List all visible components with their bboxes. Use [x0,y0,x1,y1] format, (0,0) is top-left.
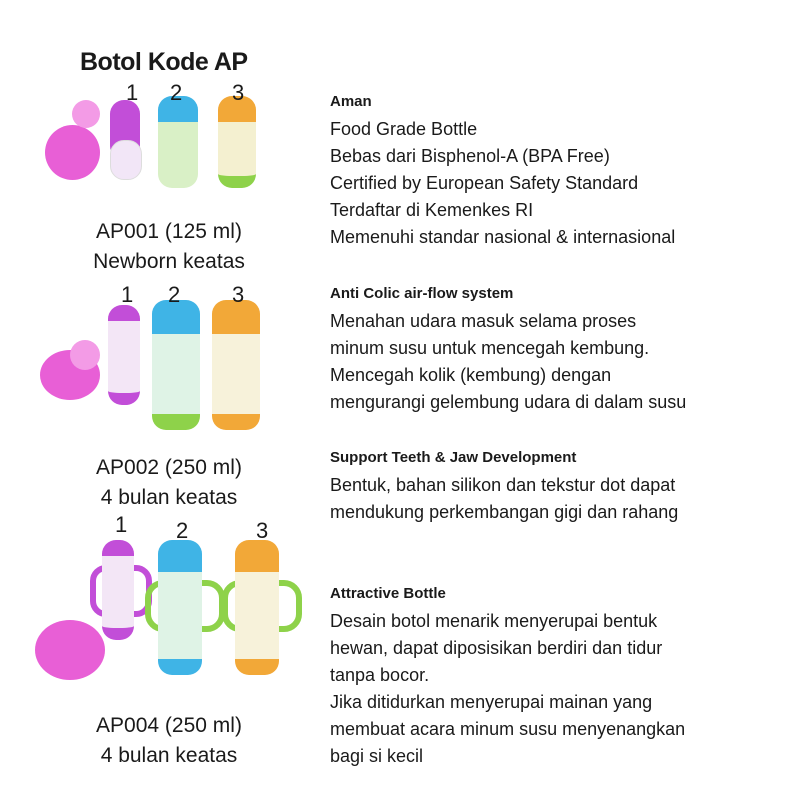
bottle-blue-icon [152,300,200,430]
feature-line: Jika ditidurkan menyerupai mainan yang [330,692,653,712]
bottle-number: 3 [232,80,245,105]
bottle-number: 1 [126,80,139,105]
feature-heading: Aman [330,93,372,110]
feature-line: Bebas dari Bisphenol-A (BPA Free) [330,146,610,166]
product-code: AP002 (250 ml) [96,456,242,479]
feature-text [330,608,685,770]
bottle-number: 3 [256,518,269,543]
bottle-pink-icon [108,305,140,405]
feature-line: mengurangi gelembung udara di dalam susu [330,392,687,412]
pink-cap-icon [70,340,100,370]
feature-text [330,472,678,526]
feature-line: Food Grade Bottle [330,119,478,139]
feature-text [330,116,675,251]
bottle-number: 2 [176,518,189,543]
bottle-pink-icon [102,540,134,640]
pink-cap-icon [45,125,100,180]
feature-line: hewan, dapat diposisikan berdiri dan tidur [330,638,663,658]
pink-cap-icon [72,100,100,128]
feature-line: Mencegah kolik (kembung) dengan [330,365,612,385]
bottle-blue-icon [158,96,198,188]
feature-line: membuat acara minum susu menyenangkan [330,719,686,739]
feature-line: Menahan udara masuk selama proses [330,311,637,331]
feature-line: Bentuk, bahan silikon dan tekstur dot dapat [330,475,676,495]
product-age: 4 bulan keatas [100,486,238,509]
product-age: 4 bulan keatas [100,744,238,767]
bottle-orange-icon [212,300,260,430]
feature-line: minum susu untuk mencegah kembung. [330,338,650,358]
bottle-body [110,140,142,180]
bottle-number: 3 [232,282,245,307]
product-code: AP004 (250 ml) [96,714,242,737]
feature-line: mendukung perkembangan gigi dan rahang [330,502,679,522]
feature-line: Terdaftar di Kemenkes RI [330,200,534,220]
feature-heading: Support Teeth & Jaw Development [330,449,577,466]
page-title: Botol Kode AP [80,48,248,76]
feature-heading: Attractive Bottle [330,585,446,602]
bottle-blue-icon [158,540,202,675]
bottle-number: 2 [170,80,183,105]
feature-line: Memenuhi standar nasional & internasional [330,227,676,247]
product-age: Newborn keatas [93,250,245,273]
feature-line: tanpa bocor. [330,665,430,685]
bottle-orange-icon [218,96,256,188]
feature-line: bagi si kecil [330,746,424,766]
product-code: AP001 (125 ml) [96,220,242,243]
pink-cap-icon [35,620,105,680]
feature-line: Desain botol menarik menyerupai bentuk [330,611,658,631]
bottle-orange-icon [235,540,279,675]
feature-line: Certified by European Safety Standard [330,173,639,193]
feature-text [330,308,686,416]
bottle-number: 1 [121,282,134,307]
bottle-number: 2 [168,282,181,307]
bottle-number: 1 [115,512,128,537]
feature-heading: Anti Colic air-flow system [330,285,514,302]
